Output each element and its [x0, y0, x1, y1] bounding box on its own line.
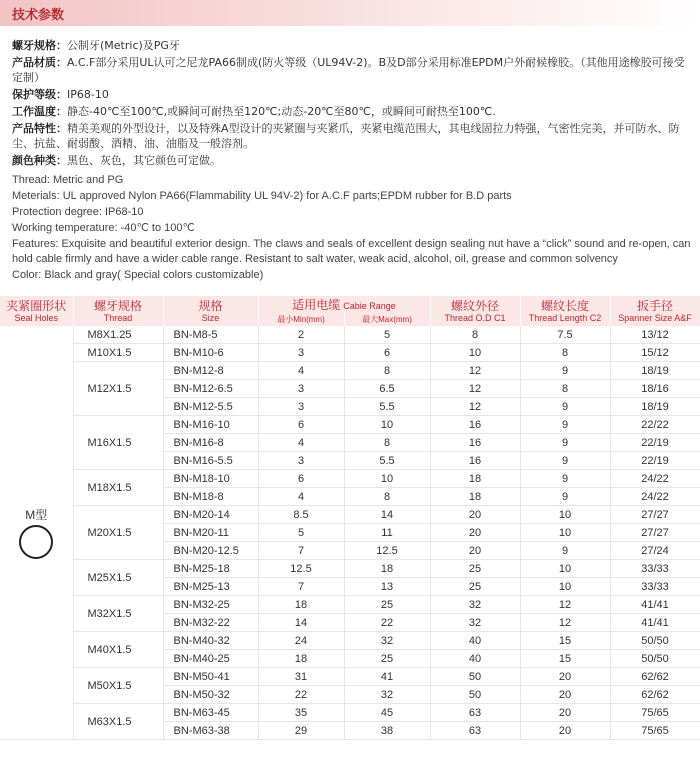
size-cell: BN-M16-8	[163, 434, 258, 452]
spanner-cell: 62/62	[610, 686, 700, 704]
cn-spec-label: 工作温度：	[12, 105, 67, 118]
header-cable-range: 适用电缆 Cabie Range	[258, 296, 430, 313]
thread-od-cell: 25	[430, 560, 520, 578]
spanner-cell: 18/16	[610, 380, 700, 398]
size-cell: BN-M32-25	[163, 596, 258, 614]
size-cell: BN-M20-14	[163, 506, 258, 524]
size-cell: BN-M18-10	[163, 470, 258, 488]
cn-spec-value: 公制牙(Metric)及PG牙	[67, 39, 180, 52]
thread-od-cell: 20	[430, 506, 520, 524]
max-cell: 10	[344, 470, 430, 488]
thread-length-cell: 20	[520, 722, 610, 740]
thread-length-cell: 7.5	[520, 326, 610, 344]
thread-length-cell: 20	[520, 686, 610, 704]
table-row	[0, 326, 700, 344]
header-thread-od: 螺纹外径 Thread O.D C1	[430, 296, 520, 326]
size-cell: BN-M25-13	[163, 578, 258, 596]
table-row	[0, 362, 700, 380]
size-cell: BN-M50-32	[163, 686, 258, 704]
table-row	[0, 596, 700, 614]
cn-spec-value: 黑色、灰色，其它颜色可定做。	[67, 154, 221, 167]
max-cell: 8	[344, 434, 430, 452]
size-cell: BN-M40-25	[163, 650, 258, 668]
thread-length-cell: 12	[520, 614, 610, 632]
min-cell: 14	[258, 614, 344, 632]
spanner-cell: 18/19	[610, 398, 700, 416]
spanner-cell: 24/22	[610, 470, 700, 488]
max-cell: 12.5	[344, 542, 430, 560]
size-cell: BN-M63-45	[163, 704, 258, 722]
thread-od-cell: 12	[430, 362, 520, 380]
cn-spec-value: 精美美观的外型设计，以及特殊A型设计的夹紧圈与夹紧爪，夹紧电缆范围大，其电线固拉力特强，气密性完美，并可防水、防尘、抗盐、耐弱酸、酒精、油、油脂及一般溶剂。	[12, 122, 680, 150]
en-spec-line: Meterials: UL approved Nylon PA66(Flammability UL 94V-2) for A.C.F parts;EPDM rubber for B.D parts	[12, 190, 512, 202]
spanner-cell: 22/19	[610, 452, 700, 470]
max-cell: 45	[344, 704, 430, 722]
en-spec-line: Features: Exquisite and beautiful exterior design. The claws and seals of excellent design sealing nut have a “click” sound and re-open, can hold cable firmly and have a wider cable range. Resistant to salt water, weak acid, alcohol, oil, grease and common solvency	[12, 238, 691, 265]
thread-length-cell: 9	[520, 398, 610, 416]
spanner-cell: 27/24	[610, 542, 700, 560]
min-cell: 6	[258, 470, 344, 488]
header-min: 最小Min(mm)	[258, 313, 344, 326]
spanner-cell: 27/27	[610, 524, 700, 542]
spanner-cell: 22/19	[610, 434, 700, 452]
cn-spec-label: 产品特性：	[12, 122, 67, 135]
thread-cell: M8X1.25	[73, 326, 163, 344]
thread-length-cell: 9	[520, 542, 610, 560]
thread-length-cell: 10	[520, 524, 610, 542]
table-row	[0, 560, 700, 578]
cn-spec-value: 静态-40℃至100℃,或瞬间可耐热至120℃;动态-20℃至80℃，或瞬间可耐热至100℃.	[67, 105, 496, 118]
min-cell: 3	[258, 452, 344, 470]
spanner-cell: 15/12	[610, 344, 700, 362]
size-cell: BN-M16-10	[163, 416, 258, 434]
min-cell: 4	[258, 488, 344, 506]
min-cell: 3	[258, 380, 344, 398]
min-cell: 4	[258, 434, 344, 452]
spanner-cell: 24/22	[610, 488, 700, 506]
size-cell: BN-M32-22	[163, 614, 258, 632]
thread-od-cell: 8	[430, 326, 520, 344]
thread-od-cell: 63	[430, 722, 520, 740]
thread-cell: M25X1.5	[73, 560, 163, 596]
max-cell: 11	[344, 524, 430, 542]
cn-spec-label: 螺牙规格：	[12, 39, 67, 52]
header-spanner-size: 扳手径 Spanner Size A&F	[610, 296, 700, 326]
min-cell: 35	[258, 704, 344, 722]
max-cell: 25	[344, 596, 430, 614]
thread-od-cell: 40	[430, 650, 520, 668]
min-cell: 24	[258, 632, 344, 650]
thread-od-cell: 50	[430, 668, 520, 686]
thread-od-cell: 40	[430, 632, 520, 650]
thread-length-cell: 8	[520, 344, 610, 362]
spanner-cell: 50/50	[610, 632, 700, 650]
thread-length-cell: 9	[520, 434, 610, 452]
size-cell: BN-M63-38	[163, 722, 258, 740]
thread-od-cell: 20	[430, 524, 520, 542]
table-row	[0, 344, 700, 362]
min-cell: 18	[258, 596, 344, 614]
thread-length-cell: 12	[520, 596, 610, 614]
thread-length-cell: 9	[520, 488, 610, 506]
min-cell: 7	[258, 542, 344, 560]
table-row	[0, 704, 700, 722]
thread-od-cell: 32	[430, 614, 520, 632]
thread-length-cell: 15	[520, 650, 610, 668]
min-cell: 31	[258, 668, 344, 686]
cn-spec-row	[12, 104, 692, 119]
spanner-cell: 22/22	[610, 416, 700, 434]
size-cell: BN-M12-8	[163, 362, 258, 380]
thread-od-cell: 16	[430, 452, 520, 470]
en-spec-line: Color: Black and gray( Special colors customizable)	[12, 269, 264, 281]
thread-od-cell: 12	[430, 398, 520, 416]
max-cell: 38	[344, 722, 430, 740]
cn-spec-label: 保护等级：	[12, 88, 67, 101]
thread-od-cell: 16	[430, 434, 520, 452]
thread-length-cell: 10	[520, 578, 610, 596]
table-row	[0, 416, 700, 434]
thread-cell: M10X1.5	[73, 344, 163, 362]
thread-od-cell: 25	[430, 578, 520, 596]
size-cell: BN-M8-5	[163, 326, 258, 344]
cn-spec-row	[12, 153, 692, 168]
max-cell: 22	[344, 614, 430, 632]
spanner-cell: 62/62	[610, 668, 700, 686]
english-spec-list	[12, 173, 696, 284]
section-title-bar	[0, 0, 700, 26]
thread-length-cell: 9	[520, 362, 610, 380]
table-row	[0, 632, 700, 650]
spec-table	[0, 296, 700, 740]
thread-od-cell: 18	[430, 488, 520, 506]
thread-cell: M16X1.5	[73, 416, 163, 470]
thread-od-cell: 16	[430, 416, 520, 434]
max-cell: 14	[344, 506, 430, 524]
thread-od-cell: 20	[430, 542, 520, 560]
cn-spec-row	[12, 38, 692, 53]
min-cell: 18	[258, 650, 344, 668]
min-cell: 6	[258, 416, 344, 434]
thread-cell: M18X1.5	[73, 470, 163, 506]
min-cell: 12.5	[258, 560, 344, 578]
thread-od-cell: 50	[430, 686, 520, 704]
max-cell: 10	[344, 416, 430, 434]
min-cell: 7	[258, 578, 344, 596]
thread-length-cell: 20	[520, 668, 610, 686]
en-spec-line: Thread: Metric and PG	[12, 174, 124, 186]
min-cell: 2	[258, 326, 344, 344]
max-cell: 13	[344, 578, 430, 596]
cn-spec-label: 产品材质：	[12, 56, 67, 69]
min-cell: 4	[258, 362, 344, 380]
cn-spec-row	[12, 87, 692, 102]
max-cell: 8	[344, 362, 430, 380]
header-thread-length: 螺纹长度 Thread Length C2	[520, 296, 610, 326]
thread-length-cell: 8	[520, 380, 610, 398]
spanner-cell: 18/19	[610, 362, 700, 380]
max-cell: 32	[344, 632, 430, 650]
table-row	[0, 668, 700, 686]
max-cell: 25	[344, 650, 430, 668]
header-thread: 螺牙规格 Thread	[73, 296, 163, 326]
thread-od-cell: 10	[430, 344, 520, 362]
spanner-cell: 75/65	[610, 704, 700, 722]
en-spec-line: Protection degree: IP68-10	[12, 206, 144, 218]
size-cell: BN-M40-32	[163, 632, 258, 650]
min-cell: 5	[258, 524, 344, 542]
thread-cell: M20X1.5	[73, 506, 163, 560]
header-size: 规格 Size	[163, 296, 258, 326]
spanner-cell: 33/33	[610, 560, 700, 578]
size-cell: BN-M25-18	[163, 560, 258, 578]
min-cell: 8.5	[258, 506, 344, 524]
max-cell: 41	[344, 668, 430, 686]
size-cell: BN-M18-8	[163, 488, 258, 506]
section-title: 技术参数	[12, 8, 65, 23]
min-cell: 3	[258, 344, 344, 362]
spanner-cell: 27/27	[610, 506, 700, 524]
en-spec-line: Working temperature: -40℃ to 100℃	[12, 222, 195, 234]
thread-cell: M40X1.5	[73, 632, 163, 668]
thread-length-cell: 15	[520, 632, 610, 650]
seal-circle-icon	[19, 525, 53, 559]
table-row	[0, 506, 700, 524]
max-cell: 5	[344, 326, 430, 344]
size-cell: BN-M10-6	[163, 344, 258, 362]
thread-cell: M12X1.5	[73, 362, 163, 416]
max-cell: 6.5	[344, 380, 430, 398]
size-cell: BN-M12-5.5	[163, 398, 258, 416]
thread-od-cell: 18	[430, 470, 520, 488]
spanner-cell: 75/65	[610, 722, 700, 740]
cn-spec-row	[12, 121, 692, 151]
cn-spec-value: IP68-10	[67, 88, 109, 101]
seal-type-label: M型	[25, 508, 48, 522]
max-cell: 5.5	[344, 398, 430, 416]
size-cell: BN-M50-41	[163, 668, 258, 686]
table-row	[0, 470, 700, 488]
spanner-cell: 50/50	[610, 650, 700, 668]
chinese-spec-list	[12, 38, 692, 170]
thread-length-cell: 9	[520, 416, 610, 434]
cn-spec-value: A.C.F部分采用UL认可之尼龙PA66制成(防火等级（UL94V-2)。B及D部分采用标准EPDM户外耐候橡胶。（其他用途橡胶可接受定制）	[12, 56, 685, 84]
min-cell: 3	[258, 398, 344, 416]
thread-cell: M50X1.5	[73, 668, 163, 704]
spanner-cell: 41/41	[610, 596, 700, 614]
max-cell: 32	[344, 686, 430, 704]
thread-cell: M32X1.5	[73, 596, 163, 632]
max-cell: 8	[344, 488, 430, 506]
thread-length-cell: 9	[520, 470, 610, 488]
thread-od-cell: 12	[430, 380, 520, 398]
header-seal-holes: 夹紧圈形状 Seal Holes	[0, 296, 73, 326]
cn-spec-row	[12, 55, 692, 85]
max-cell: 5.5	[344, 452, 430, 470]
spanner-cell: 41/41	[610, 614, 700, 632]
size-cell: BN-M12-6.5	[163, 380, 258, 398]
size-cell: BN-M16-5.5	[163, 452, 258, 470]
thread-od-cell: 32	[430, 596, 520, 614]
thread-od-cell: 63	[430, 704, 520, 722]
spanner-cell: 13/12	[610, 326, 700, 344]
thread-length-cell: 10	[520, 560, 610, 578]
max-cell: 6	[344, 344, 430, 362]
seal-holes-cell	[0, 326, 73, 740]
size-cell: BN-M20-11	[163, 524, 258, 542]
thread-cell: M63X1.5	[73, 704, 163, 740]
max-cell: 18	[344, 560, 430, 578]
thread-length-cell: 9	[520, 452, 610, 470]
header-max: 最大Max(mm)	[344, 313, 430, 326]
cn-spec-label: 颜色种类：	[12, 154, 67, 167]
thread-length-cell: 10	[520, 506, 610, 524]
thread-length-cell: 20	[520, 704, 610, 722]
size-cell: BN-M20-12.5	[163, 542, 258, 560]
min-cell: 29	[258, 722, 344, 740]
spanner-cell: 33/33	[610, 578, 700, 596]
min-cell: 22	[258, 686, 344, 704]
